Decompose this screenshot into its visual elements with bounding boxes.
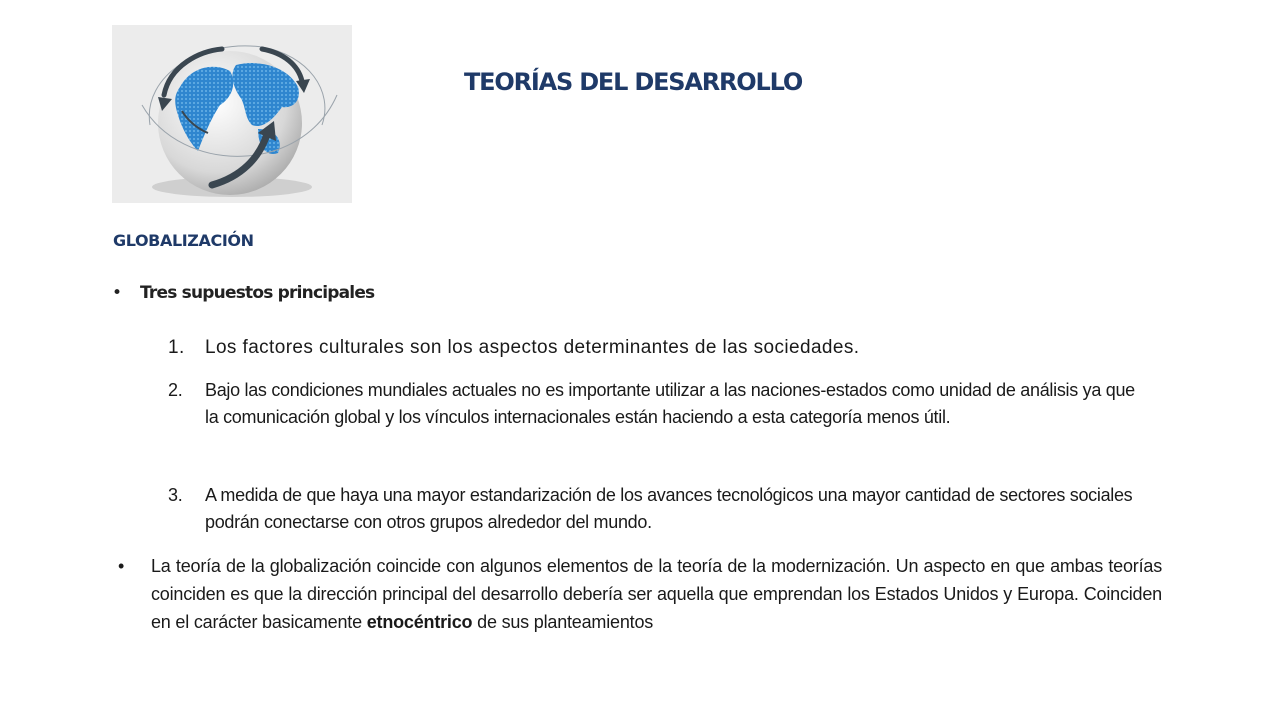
list-item	[168, 334, 1148, 361]
list-number: 2.	[168, 380, 183, 400]
globe-image	[112, 25, 352, 203]
list-text: Bajo las condiciones mundiales actuales no es importante utilizar a las naciones-estados como unidad de análisis ya que la comunicación global y los vínculos internacionales están haciendo a esta categoría menos útil.	[205, 380, 1135, 427]
paragraph-text: La teoría de la globalización coincide con algunos elementos de la teoría de la modernización. Un aspecto en que ambas teorías coinciden es que la dirección principal del desarrollo debería ser aquella que emprendan los Estados Unidos y Europa. Coinciden en el carácter basicamente	[151, 556, 1162, 632]
list-item	[168, 377, 1148, 431]
bullet-symbol: •	[112, 283, 122, 303]
bullet-globalization-modernization	[118, 552, 1162, 636]
list-number: 3.	[168, 485, 183, 505]
bullet-main-assumptions	[112, 283, 374, 303]
bullet-paragraph	[151, 552, 1162, 636]
bullet-text: Tres supuestos principales	[140, 283, 375, 303]
globe-network-icon	[112, 25, 352, 203]
list-number: 1.	[168, 337, 185, 358]
emphasis-term: etnocéntrico	[366, 612, 473, 632]
list-text: Los factores culturales son los aspectos determinantes de las sociedades.	[205, 337, 860, 358]
paragraph-text-end: de sus planteamientos	[472, 612, 654, 632]
section-heading: GLOBALIZACIÓN	[113, 231, 254, 250]
slide-title: TEORÍAS DEL DESARROLLO	[464, 68, 803, 96]
list-text: A medida de que haya una mayor estandarización de los avances tecnológicos una mayor cantidad de sectores sociales podrán conectarse con otros grupos alrededor del mundo.	[205, 485, 1133, 532]
bullet-symbol: •	[118, 556, 125, 576]
list-item	[168, 482, 1148, 536]
